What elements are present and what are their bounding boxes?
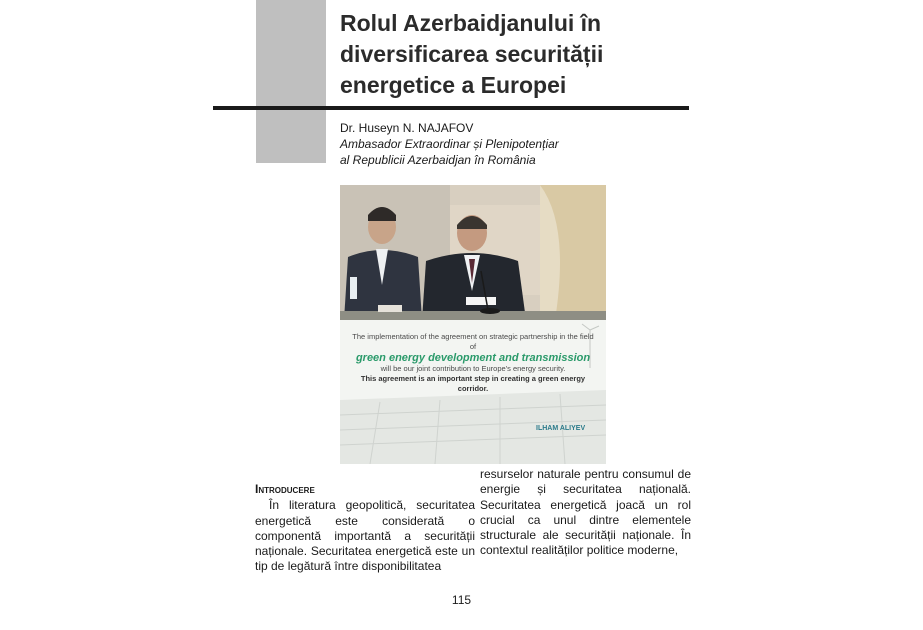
author-role: Ambasador Extraordinar și Plenipotențiar al Republicii Azerbaidjan în România — [340, 137, 559, 167]
body-paragraph-2: resurselor naturale pentru consumul de energie și securitatea națională. Securitatea energetică joacă un rol crucial ca unul dintre elementele structurale ale securității naționale. În contextul realităților politice moderne, — [480, 467, 691, 558]
banner-text-after: will be our joint contribution to Europe's energy security. — [380, 364, 566, 373]
banner-quote — [350, 332, 596, 394]
author-name: Dr. Huseyn N. NAJAFOV — [340, 121, 474, 135]
meeting-photo — [340, 185, 606, 320]
article-title: Rolul Azerbaidjanului în diversificarea securității energetice a Europei — [340, 10, 604, 98]
meeting-photo-illustration — [340, 185, 606, 320]
body-column-2 — [480, 467, 691, 559]
body-paragraph-1: În literatura geopolitică, securitatea energetică este considerată o componentă importantă a securității naționale. Securitatea energetică este un tip de legătură între disponibilitatea — [255, 498, 475, 574]
banner-text-before: The implementation of the agreement on strategic partnership in the field of — [352, 332, 594, 351]
banner-highlight: green energy development and transmission — [355, 352, 591, 364]
banner-signature: ILHAM ALIYEV — [536, 425, 586, 432]
banner-bold-line: This agreement is an important step in creating a green energy corridor. — [360, 374, 586, 393]
section-heading: Introducere — [255, 482, 315, 496]
article-figure — [340, 185, 606, 464]
page-number: 115 — [451, 593, 472, 607]
title-rule — [213, 106, 689, 110]
body-column-1 — [255, 482, 475, 575]
quote-banner — [340, 320, 606, 464]
title-accent-block — [256, 0, 326, 163]
author-block — [340, 120, 570, 168]
